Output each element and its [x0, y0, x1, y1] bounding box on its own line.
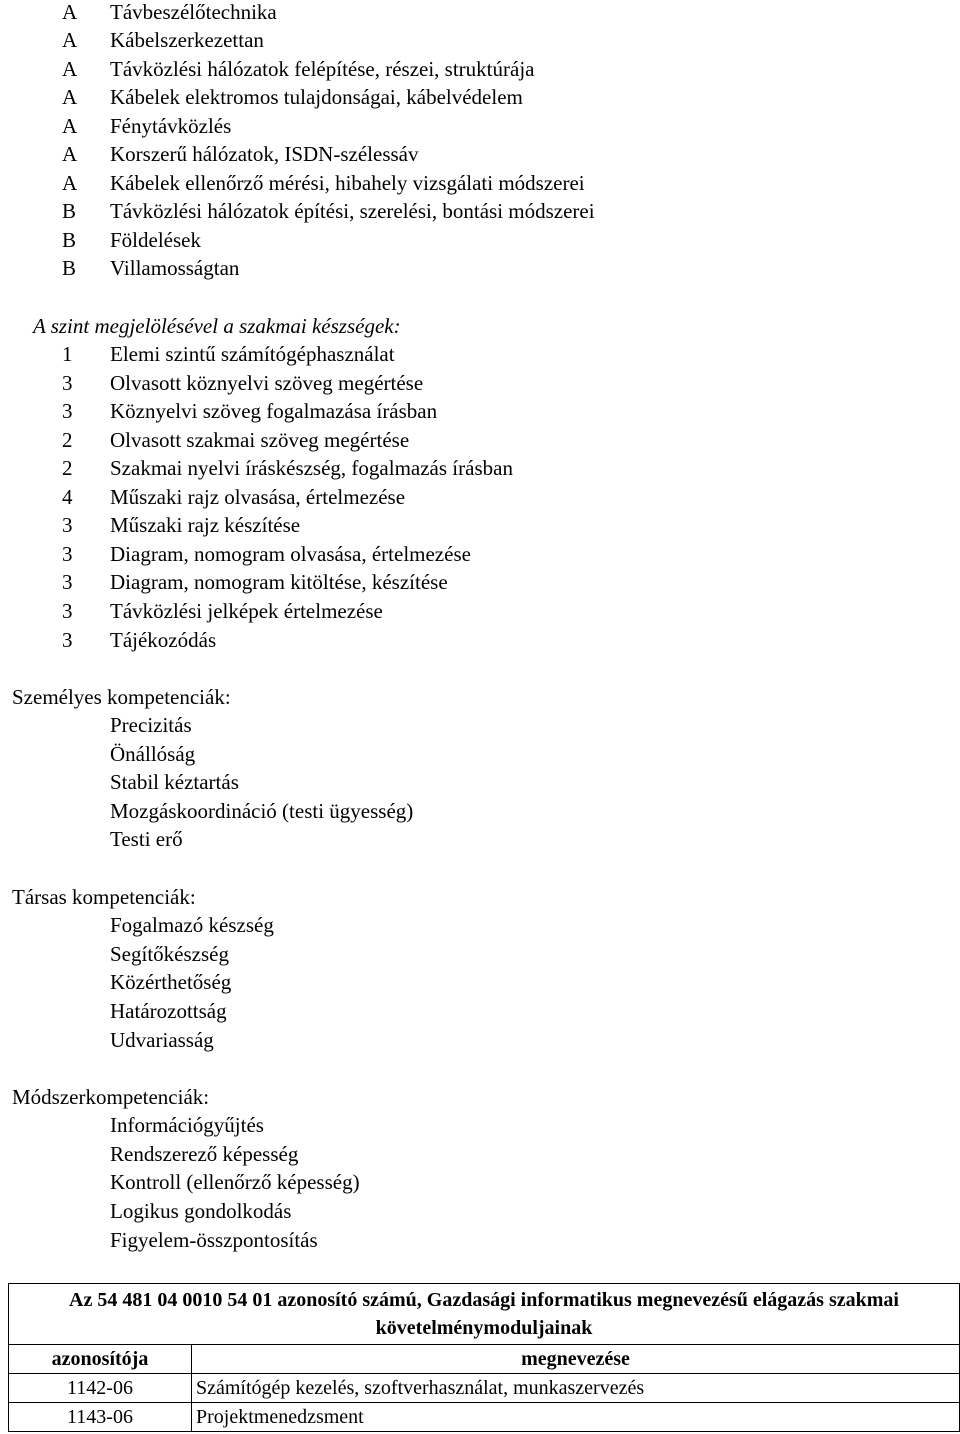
table-row: [9, 1374, 960, 1403]
competence-name: Testi erő: [110, 827, 183, 851]
competence-name: Közérthetőség: [110, 970, 232, 994]
method-heading: Módszerkompetenciák:: [12, 1085, 210, 1109]
subject-level: A: [62, 171, 78, 195]
competence-name: Figyelem-összpontosítás: [110, 1228, 318, 1252]
skill-level: 3: [62, 570, 73, 594]
competence-name: Információgyűjtés: [110, 1113, 264, 1137]
skill-level: 2: [62, 428, 73, 452]
competence-name: Udvariasság: [110, 1028, 214, 1052]
skill-name: Távközlési jelképek értelmezése: [110, 599, 383, 623]
table-header-row: [9, 1345, 960, 1374]
subject-level: A: [62, 85, 78, 109]
module-name: Számítógép kezelés, szoftverhasználat, munkaszervezés: [192, 1374, 960, 1403]
skill-level: 3: [62, 542, 73, 566]
skill-name: Szakmai nyelvi íráskészség, fogalmazás írásban: [110, 456, 513, 480]
skill-level: 3: [62, 628, 73, 652]
subject-name: Kábelszerkezettan: [110, 28, 264, 52]
competence-name: Mozgáskoordináció (testi ügyesség): [110, 799, 414, 823]
subject-name: Fénytávközlés: [110, 114, 232, 138]
column-header-id: azonosítója: [9, 1345, 192, 1374]
competence-name: Precizitás: [110, 713, 192, 737]
skill-name: Köznyelvi szöveg fogalmazása írásban: [110, 399, 438, 423]
skill-level: 1: [62, 342, 73, 366]
skill-name: Elemi szintű számítógéphasználat: [110, 342, 395, 366]
skill-level: 4: [62, 485, 73, 509]
competence-name: Stabil kéztartás: [110, 770, 239, 794]
subject-name: Kábelek elektromos tulajdonságai, kábelvédelem: [110, 85, 523, 109]
subject-level: B: [62, 199, 77, 223]
skill-name: Diagram, nomogram olvasása, értelmezése: [110, 542, 471, 566]
skill-level: 3: [62, 399, 73, 423]
subject-name: Korszerű hálózatok, ISDN-szélessáv: [110, 142, 419, 166]
subject-level: A: [62, 114, 78, 138]
module-id: 1143-06: [9, 1403, 192, 1432]
subject-level: A: [62, 28, 78, 52]
subject-level: A: [62, 142, 78, 166]
skill-name: Diagram, nomogram kitöltése, készítése: [110, 570, 448, 594]
subject-name: Kábelek ellenőrző mérési, hibahely vizsgálati módszerei: [110, 171, 585, 195]
subject-level: A: [62, 57, 78, 81]
subject-name: Távbeszélőtechnika: [110, 0, 277, 24]
skill-name: Műszaki rajz készítése: [110, 513, 301, 537]
subject-level: B: [62, 228, 77, 252]
skill-level: 3: [62, 513, 73, 537]
competence-name: Fogalmazó készség: [110, 913, 274, 937]
competence-name: Segítőkészség: [110, 942, 229, 966]
competence-name: Önállóság: [110, 742, 196, 766]
subject-level: A: [62, 0, 78, 24]
subject-name: Távközlési hálózatok építési, szerelési, bontási módszerei: [110, 199, 595, 223]
module-id: 1142-06: [9, 1374, 192, 1403]
skill-name: Tájékozódás: [110, 628, 217, 652]
skill-level: 3: [62, 371, 73, 395]
skill-name: Olvasott szakmai szöveg megértése: [110, 428, 410, 452]
module-table: [8, 1283, 960, 1432]
competence-name: Kontroll (ellenőrző képesség): [110, 1170, 360, 1194]
skill-level: 3: [62, 599, 73, 623]
subject-name: Villamosságtan: [110, 256, 240, 280]
social-heading: Társas kompetenciák:: [12, 885, 196, 909]
table-title: Az 54 481 04 0010 54 01 azonosító számú, Gazdasági informatikus megnevezésű elágazás szakmai követelménymoduljainak: [9, 1284, 960, 1345]
competence-name: Határozottság: [110, 999, 227, 1023]
subject-level: B: [62, 256, 77, 280]
skills-intro: A szint megjelölésével a szakmai készségek:: [33, 314, 401, 338]
module-name: Projektmenedzsment: [192, 1403, 960, 1432]
table-row: [9, 1403, 960, 1432]
subject-name: Távközlési hálózatok felépítése, részei, struktúrája: [110, 57, 535, 81]
competence-name: Logikus gondolkodás: [110, 1199, 292, 1223]
skill-name: Műszaki rajz olvasása, értelmezése: [110, 485, 406, 509]
table-title-row: [9, 1284, 960, 1345]
competence-name: Rendszerező képesség: [110, 1142, 299, 1166]
subject-name: Földelések: [110, 228, 201, 252]
skill-name: Olvasott köznyelvi szöveg megértése: [110, 371, 424, 395]
personal-heading: Személyes kompetenciák:: [12, 685, 231, 709]
column-header-name: megnevezése: [192, 1345, 960, 1374]
skill-level: 2: [62, 456, 73, 480]
